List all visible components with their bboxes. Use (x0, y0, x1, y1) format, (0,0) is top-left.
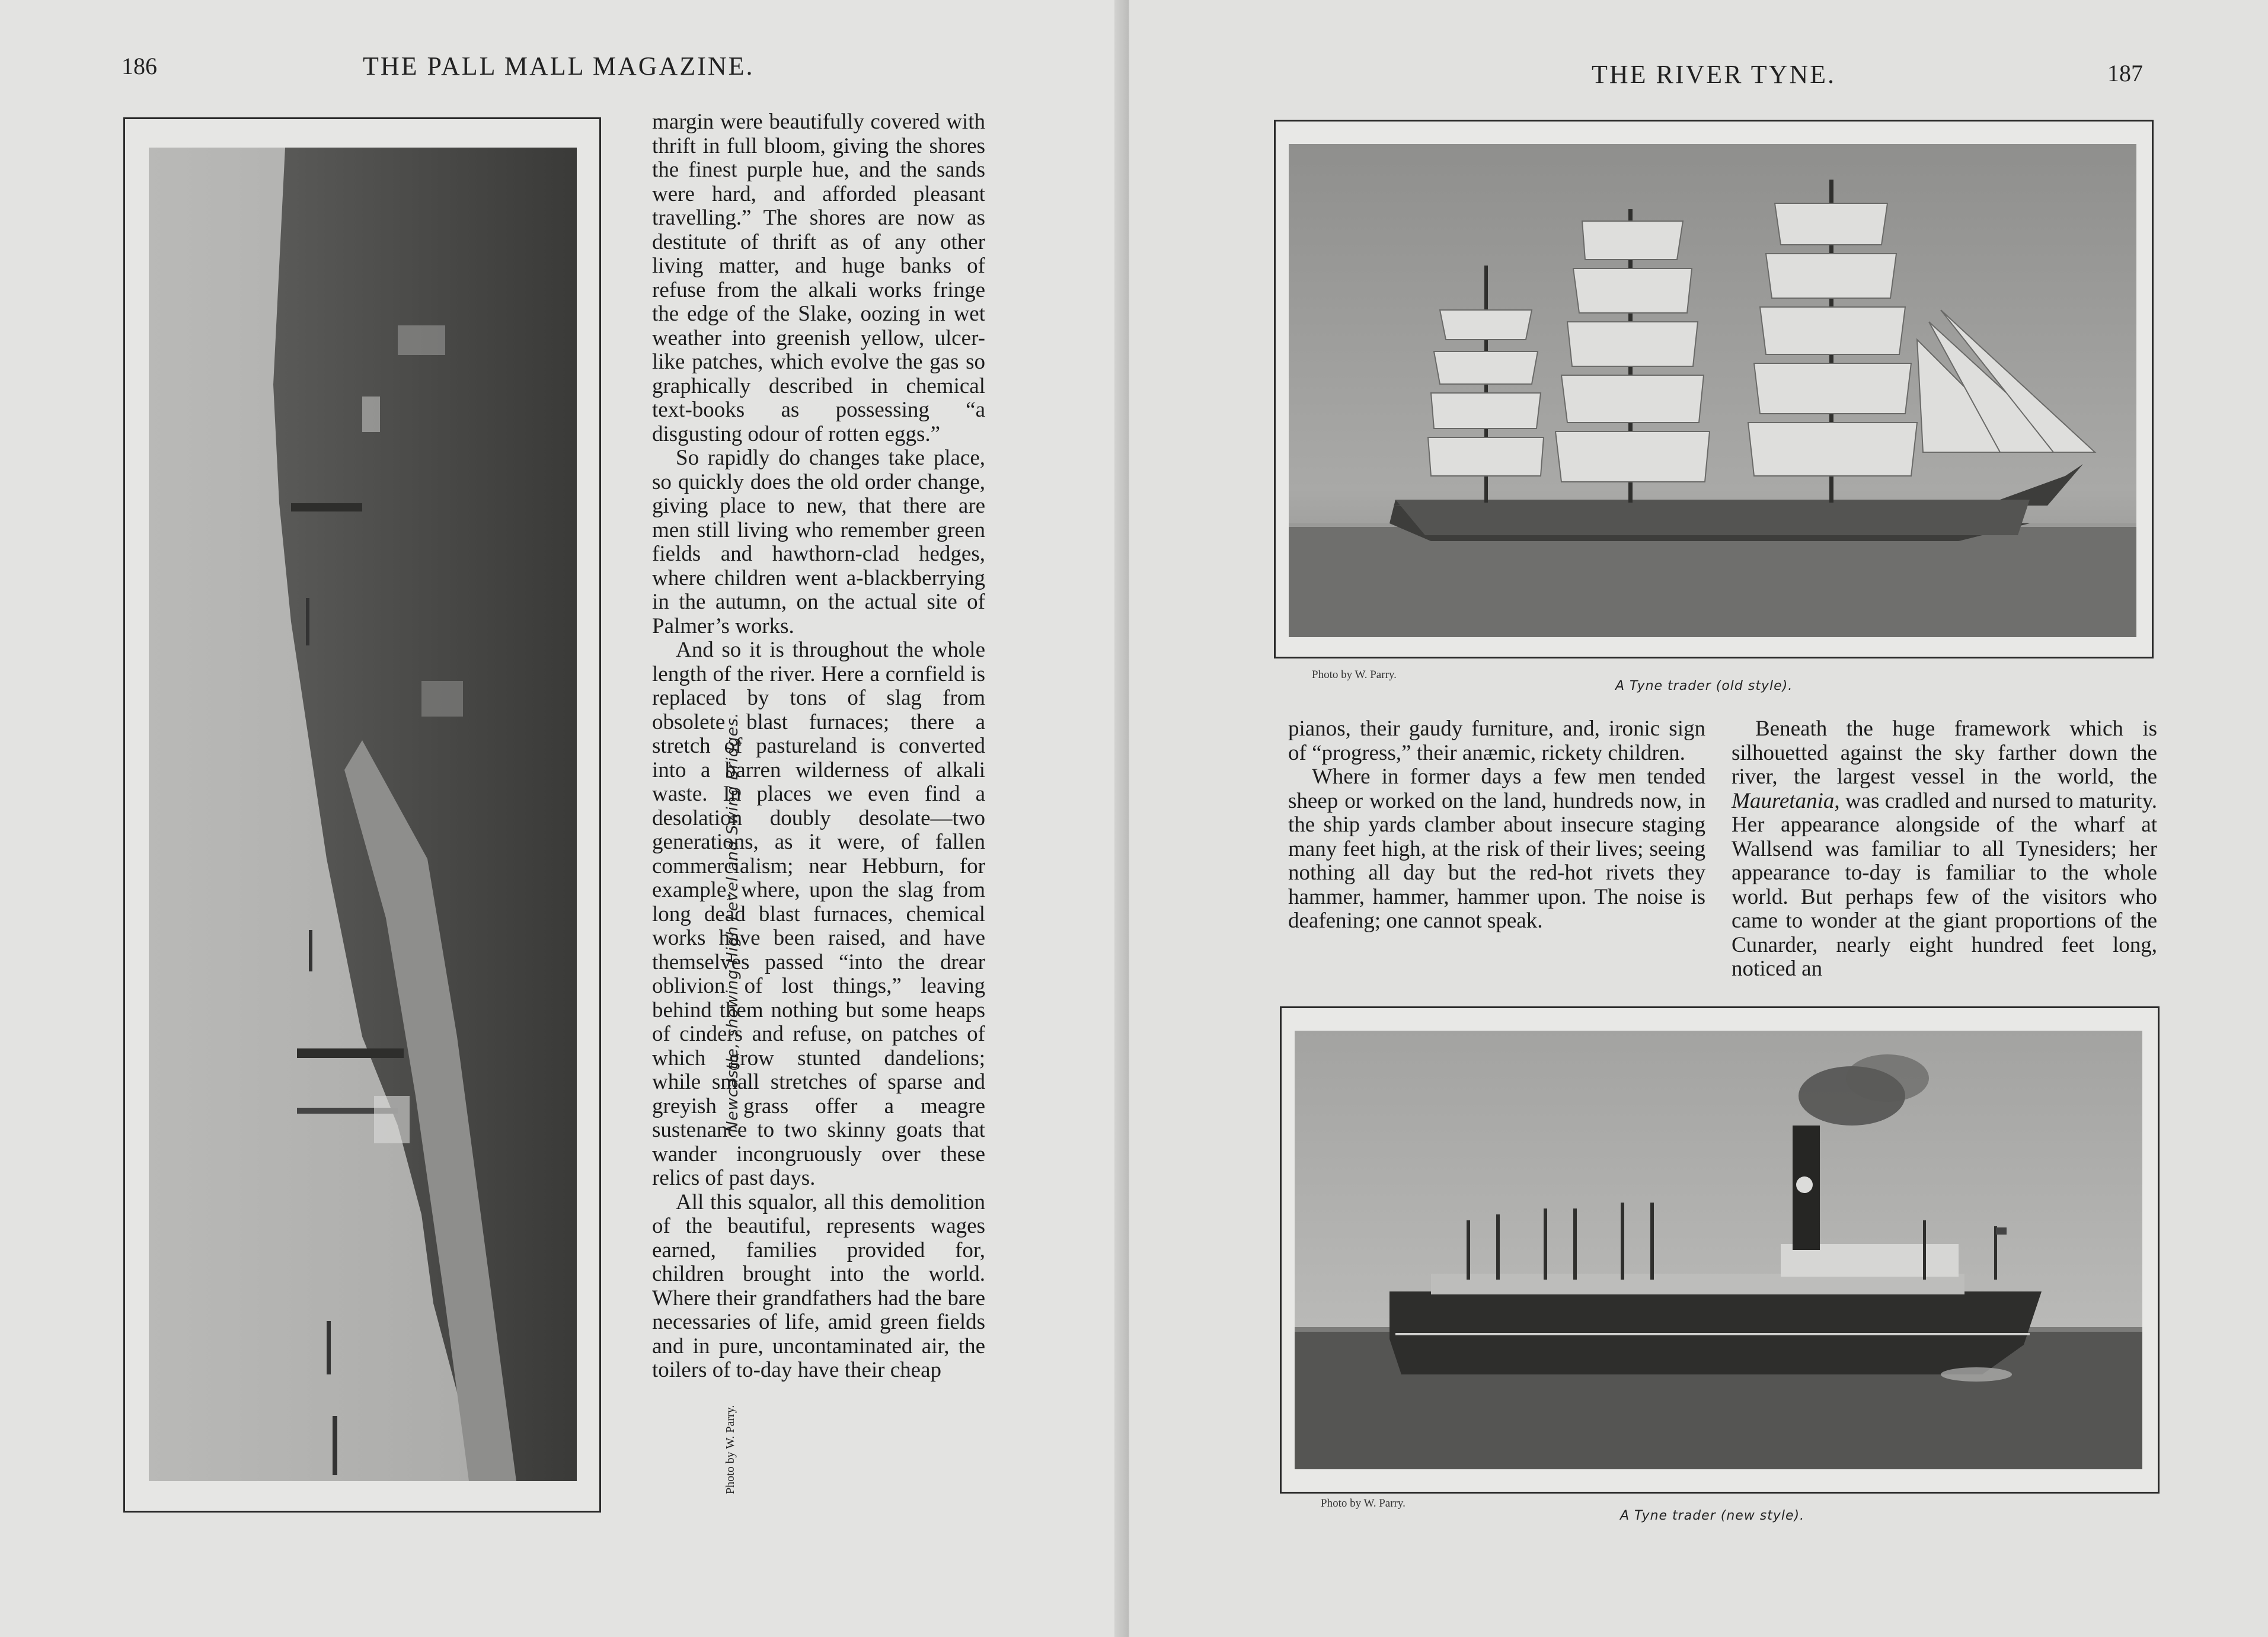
left-text-column (652, 110, 985, 1383)
right-text-column-1 (1288, 717, 1705, 933)
bottom-photo-credit: Photo by W. Parry. (1321, 1497, 1405, 1510)
top-photo-credit: Photo by W. Parry. (1312, 669, 1397, 681)
steamship-photo (1295, 1031, 2142, 1469)
top-photo-caption: A Tyne trader (old style). (1615, 679, 1793, 693)
left-folio: 186 (122, 53, 157, 79)
plate-caption: Newcastle, showing High Level and Swing Bridges. (724, 712, 742, 1133)
ship-name: Mauretania (1732, 788, 1835, 813)
newcastle-panorama-photo (149, 148, 577, 1481)
paragraph: Where in former days a few men tended sheep or worked on the land, hundreds now, in the ship yards clamber about insecure staging many feet high, at the risk of their lives; seeing nothing all day but the red-hot rivets they hammer, hammer, hammer upon. The noise is deafening; one cannot speak. (1288, 765, 1705, 933)
paragraph: So rapidly do changes take place, so quickly does the old order change, giving place to new, that there are men still living who remember green fields and hawthorn-clad hedges, where children went a-blackberrying in the autumn, on the actual site of Palmer’s works. (652, 446, 985, 638)
right-text-column-2 (1732, 717, 2157, 981)
paragraph: All this squalor, all this demolition of the beautiful, represents wages earned, families provided for, children brought into the world. Where their grandfathers had the bare necessaries of life, amid green fields and in pure, uncontaminated air, the toilers of to-day have their cheap (652, 1190, 985, 1382)
bottom-photo-frame (1280, 1006, 2160, 1494)
sailing-ship-photo (1289, 144, 2136, 637)
top-photo-frame (1274, 120, 2154, 658)
right-page (1129, 0, 2268, 1637)
right-running-head: THE RIVER TYNE. (1592, 60, 1836, 89)
bottom-photo-caption: A Tyne trader (new style). (1620, 1508, 1805, 1523)
panorama-plate (123, 117, 742, 1513)
left-running-head: THE PALL MALL MAGAZINE. (363, 52, 755, 81)
text-run: Beneath the huge framework which is silhouetted against the sky farther down the river, the largest vessel in the world, the (1732, 717, 2157, 789)
paragraph (1732, 717, 2157, 981)
paragraph: pianos, their gaudy furniture, and, ironic sign of “progress,” their anæmic, rickety children. (1288, 717, 1705, 765)
plate-credit: Photo by W. Parry. (724, 1405, 737, 1494)
text-run: , was cradled and nursed to maturity. Her appearance alongside of the wharf at Wallsend was familiar to all Tynesiders; her appearance to-day is familiar to the whole world. But perhaps few of the visitors who came to wonder at the giant proportions of the Cunarder, nearly eight hundred feet long, noticed an (1732, 788, 2157, 981)
paragraph: margin were beautifully covered with thrift in full bloom, giving the shores the finest purple hue, and the sands were hard, and afforded pleasant travelling.” The shores are now as destitute of thrift as of any other living matter, and huge banks of refuse from the alkali works fringe the edge of the Slake, oozing in wet weather into greenish yellow, ulcer-like patches, which evolve the gas so graphically described in chemical text-books as possessing “a disgusting odour of rotten eggs.” (652, 110, 985, 446)
left-page (0, 0, 1129, 1637)
paragraph: And so it is throughout the whole length of the river. Here a cornfield is replaced by tons of slag from obsolete blast furnaces; there a stretch of pastureland is converted into a barren wilderness of alkali waste. In places we even find a desolation doubly desolate—two generations, as it were, of fallen commercialism; near Hebburn, for example, where, upon the slag from long dead blast furnaces, chemical works have been raised, and have themselves passed “into the drear oblivion of lost things,” leaving behind them nothing but some heaps of cinders and refuse, on patches of which grow stunted dandelions; while small stretches of sparse and greyish grass offer a meagre sustenance to two skinny goats that wander incongruously over these relics of past days. (652, 638, 985, 1190)
right-folio: 187 (2107, 60, 2143, 87)
